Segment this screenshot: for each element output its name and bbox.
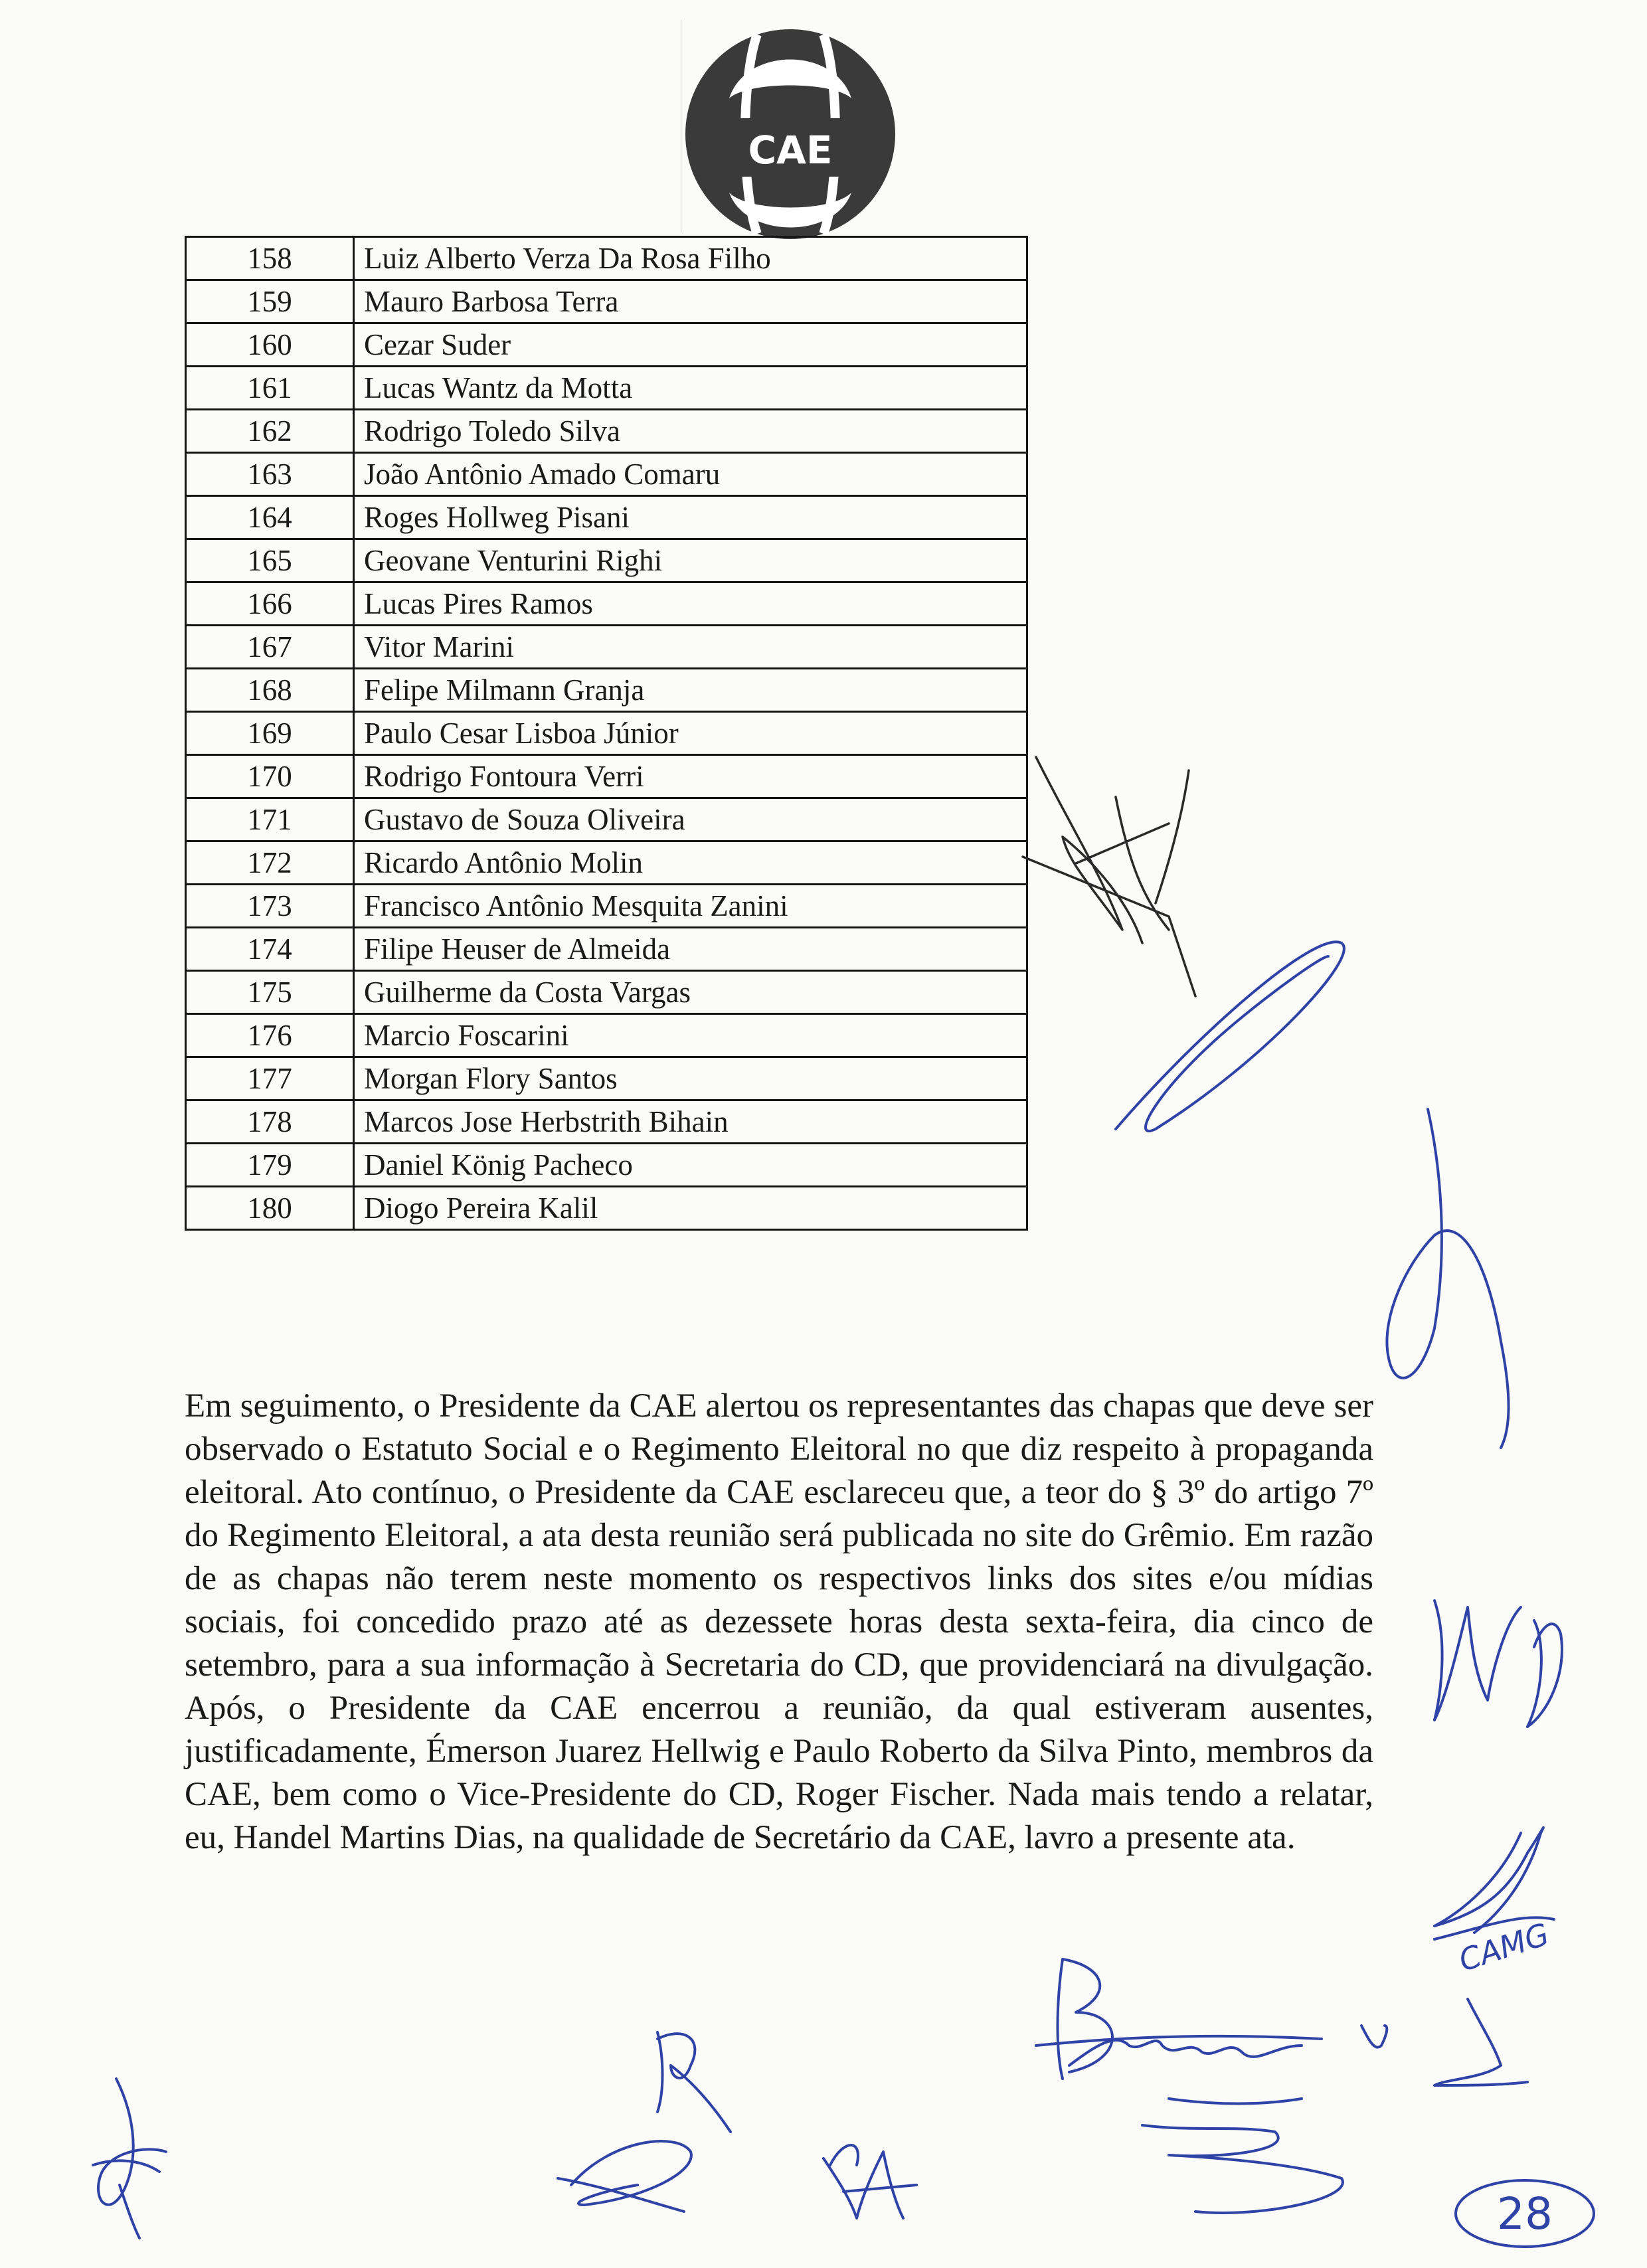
table-row xyxy=(186,928,1027,971)
member-name: Lucas Pires Ramos xyxy=(354,582,1027,626)
member-name: Felipe Milmann Granja xyxy=(354,669,1027,712)
table-row xyxy=(186,798,1027,841)
member-number: 175 xyxy=(186,971,354,1014)
table-row xyxy=(186,237,1027,280)
member-name: Rodrigo Toledo Silva xyxy=(354,410,1027,453)
member-name: Rodrigo Fontoura Verri xyxy=(354,755,1027,798)
member-table xyxy=(185,236,1028,1231)
member-number: 176 xyxy=(186,1014,354,1057)
member-number: 174 xyxy=(186,928,354,971)
member-name: Paulo Cesar Lisboa Júnior xyxy=(354,712,1027,755)
table-row xyxy=(186,1100,1027,1144)
table-row xyxy=(186,626,1027,669)
table-row xyxy=(186,1187,1027,1230)
logo-text: CAE xyxy=(748,128,833,173)
member-number: 167 xyxy=(186,626,354,669)
table-row xyxy=(186,453,1027,496)
table-row xyxy=(186,496,1027,539)
member-number: 169 xyxy=(186,712,354,755)
table-row xyxy=(186,1014,1027,1057)
member-name: Luiz Alberto Verza Da Rosa Filho xyxy=(354,237,1027,280)
member-number: 168 xyxy=(186,669,354,712)
member-number: 172 xyxy=(186,841,354,885)
member-name: João Antônio Amado Comaru xyxy=(354,453,1027,496)
member-name: Ricardo Antônio Molin xyxy=(354,841,1027,885)
member-number: 171 xyxy=(186,798,354,841)
table-row xyxy=(186,1057,1027,1100)
member-name: Guilherme da Costa Vargas xyxy=(354,971,1027,1014)
member-number: 177 xyxy=(186,1057,354,1100)
table-row xyxy=(186,1144,1027,1187)
table-row xyxy=(186,582,1027,626)
table-row xyxy=(186,971,1027,1014)
member-number: 158 xyxy=(186,237,354,280)
member-number: 166 xyxy=(186,582,354,626)
table-row xyxy=(186,280,1027,323)
member-number: 180 xyxy=(186,1187,354,1230)
table-row xyxy=(186,367,1027,410)
member-number: 162 xyxy=(186,410,354,453)
member-number: 178 xyxy=(186,1100,354,1144)
member-name: Cezar Suder xyxy=(354,323,1027,367)
member-name: Diogo Pereira Kalil xyxy=(354,1187,1027,1230)
member-name: Morgan Flory Santos xyxy=(354,1057,1027,1100)
member-number: 173 xyxy=(186,885,354,928)
table-row xyxy=(186,755,1027,798)
cae-logo xyxy=(683,27,898,242)
member-name: Gustavo de Souza Oliveira xyxy=(354,798,1027,841)
table-row xyxy=(186,323,1027,367)
member-name: Francisco Antônio Mesquita Zanini xyxy=(354,885,1027,928)
member-name: Roges Hollweg Pisani xyxy=(354,496,1027,539)
member-number: 163 xyxy=(186,453,354,496)
signature-dark xyxy=(1023,757,1195,996)
member-number: 170 xyxy=(186,755,354,798)
member-name: Vitor Marini xyxy=(354,626,1027,669)
member-name: Lucas Wantz da Motta xyxy=(354,367,1027,410)
page-number: 28 xyxy=(1497,2188,1553,2239)
table-row xyxy=(186,410,1027,453)
member-number: 165 xyxy=(186,539,354,582)
member-number: 160 xyxy=(186,323,354,367)
member-number: 179 xyxy=(186,1144,354,1187)
table-row xyxy=(186,841,1027,885)
handwritten-initials: CAMG xyxy=(1454,1915,1553,1979)
member-name: Daniel König Pacheco xyxy=(354,1144,1027,1187)
member-number: 159 xyxy=(186,280,354,323)
member-number: 161 xyxy=(186,367,354,410)
member-name: Filipe Heuser de Almeida xyxy=(354,928,1027,971)
member-name: Geovane Venturini Righi xyxy=(354,539,1027,582)
table-row xyxy=(186,712,1027,755)
member-name: Marcos Jose Herbstrith Bihain xyxy=(354,1100,1027,1144)
meeting-minutes-paragraph: Em seguimento, o Presidente da CAE alertou os representantes das chapas que deve ser observado o Estatuto Social e o Regimento Eleitoral no que diz respeito à propaganda eleitoral. Ato contínuo, o Presidente da CAE esclareceu que, a teor do § 3º do artigo 7º do Regimento Eleitoral, a ata desta reunião será publicada no site do Grêmio. Em razão de as chapas não terem neste momento os respectivos links dos sites e/ou mídias sociais, foi concedido prazo até as dezessete horas desta sexta-feira, dia cinco de setembro, para a sua informação à Secretaria do CD, que providenciará na divulgação. Após, o Presidente da CAE encerrou a reunião, da qual estiveram ausentes, justificadamente, Émerson Juarez Hellwig e Paulo Roberto da Silva Pinto, membros da CAE, bem como o Vice-Presidente do CD, Roger Fischer. Nada mais tendo a relatar, eu, Handel Martins Dias, na qualidade de Secretário da CAE, lavro a presente ata. xyxy=(185,1387,1373,1856)
table-row xyxy=(186,669,1027,712)
member-number: 164 xyxy=(186,496,354,539)
table-row xyxy=(186,539,1027,582)
table-row xyxy=(186,885,1027,928)
member-name: Mauro Barbosa Terra xyxy=(354,280,1027,323)
member-name: Marcio Foscarini xyxy=(354,1014,1027,1057)
